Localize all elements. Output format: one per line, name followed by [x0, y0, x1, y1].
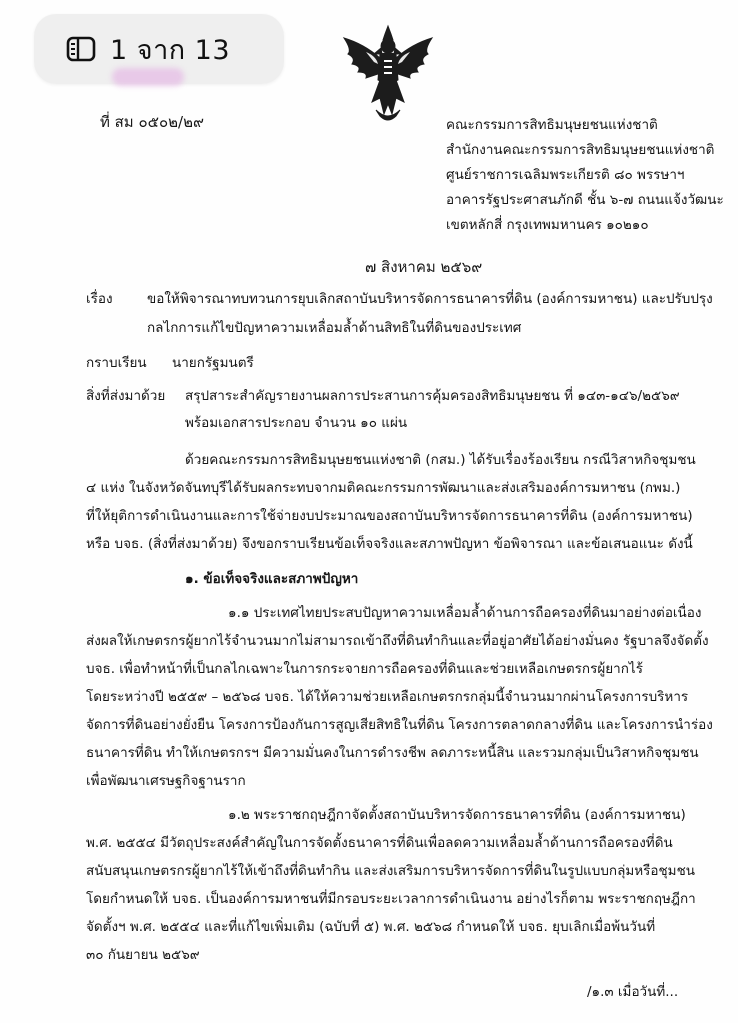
paragraph-line: บจธ. เพื่อทำหน้าที่เป็นกลไกเฉพาะในการกระจายการถือครองที่ดินและช่วยเหลือเกษตรกรผู้ยากไร้ [86, 661, 643, 677]
continuation-note: /๑.๓ เมื่อวันที่... [587, 984, 679, 1000]
address-line: อาคารรัฐประศาสนภักดี ชั้น ๖-๗ ถนนแจ้งวัฒนะ [446, 192, 724, 208]
paragraph-line: ๓๐ กันยายน ๒๕๖๙ [86, 947, 200, 963]
paragraph-line: สนับสนุนเกษตรกรผู้ยากไร้ให้เข้าถึงที่ดินทำกิน และส่งเสริมการบริหารจัดการที่ดินในรูปแบบกลุ่มหรือชุมชน [86, 863, 695, 879]
document-number: ที่ สม ๐๕๐๒/๒๙ [100, 113, 204, 131]
enclosure-label: สิ่งที่ส่งมาด้วย [86, 388, 166, 404]
paragraph-line: โดยกำหนดให้ บจธ. เป็นองค์การมหาชนที่มีกรอบระยะเวลาการดำเนินงาน อย่างไรก็ตาม พระราชกฤษฎีกา [86, 891, 696, 907]
sender-address [446, 113, 724, 238]
intro-line: ๔ แห่ง ในจังหวัดจันทบุรีได้รับผลกระทบจากมติคณะกรรมการพัฒนาและส่งเสริมองค์การมหาชน (กพม.) [86, 480, 681, 496]
subject-line: กลไกการแก้ไขปัญหาความเหลื่อมล้ำด้านสิทธิในที่ดินของประเทศ [147, 320, 522, 336]
paragraph-line: ๑.๑ ประเทศไทยประสบปัญหาความเหลื่อมล้ำด้านการถือครองที่ดินมาอย่างต่อเนื่อง [228, 605, 702, 621]
sidebar-pages-icon [66, 36, 96, 62]
salutation: นายกรัฐมนตรี [172, 355, 254, 371]
address-line: คณะกรรมการสิทธิมนุษยชนแห่งชาติ [446, 117, 658, 133]
paragraph-line: พ.ศ. ๒๕๕๔ มีวัตถุประสงค์สำคัญในการจัดตั้งธนาคารที่ดินเพื่อลดความเหลื่อมล้ำด้านการถือครองที่ดิน [86, 835, 673, 851]
paragraph-line: ส่งผลให้เกษตรกรผู้ยากไร้จำนวนมากไม่สามารถเข้าถึงที่ดินทำกินและที่อยู่อาศัยได้อย่างมั่นคง รัฐบาลจึงจัดตั้ง [86, 633, 709, 649]
garuda-emblem [336, 24, 440, 124]
enclosure-line: พร้อมเอกสารประกอบ จำนวน ๑๐ แผ่น [185, 415, 408, 431]
paragraph-line: ธนาคารที่ดิน ทำให้เกษตรกรฯ มีความมั่นคงในการดำรงชีพ ลดภาระหนี้สิน และรวมกลุ่มเป็นวิสาหกิจชุมชน [86, 745, 699, 761]
intro-line: ที่ให้ยุติการดำเนินงานและการใช้จ่ายงบประมาณของสถาบันบริหารจัดการธนาคารที่ดิน (องค์การมหาชน) [86, 508, 693, 524]
subject-line: ขอให้พิจารณาทบทวนการยุบเลิกสถาบันบริหารจัดการธนาคารที่ดิน (องค์การมหาชน) และปรับปรุง [147, 291, 713, 307]
paragraph-line: จัดการที่ดินอย่างยั่งยืน โครงการป้องกันการสูญเสียสิทธิในที่ดิน โครงการตลาดกลางที่ดิน และโครงการนำร่อง [86, 717, 713, 733]
salutation-label: กราบเรียน [86, 355, 147, 371]
paragraph-line: ๑.๒ พระราชกฤษฎีกาจัดตั้งสถาบันบริหารจัดการธนาคารที่ดิน (องค์การมหาชน) [228, 807, 686, 823]
address-line: เขตหลักสี่ กรุงเทพมหานคร ๑๐๒๑๐ [446, 217, 649, 233]
letter-date: ๗ สิงหาคม ๒๕๖๙ [365, 258, 483, 276]
intro-line: ด้วยคณะกรรมการสิทธิมนุษยชนแห่งชาติ (กสม.) ได้รับเรื่องร้องเรียน กรณีวิสาหกิจชุมชน [185, 452, 696, 468]
page-counter-text: 1 จาก 13 [110, 34, 231, 66]
enclosure-line: สรุปสาระสำคัญรายงานผลการประสานการคุ้มครองสิทธิมนุษยชน ที่ ๑๔๓-๑๔๖/๒๕๖๙ [185, 388, 680, 404]
address-line: สำนักงานคณะกรรมการสิทธิมนุษยชนแห่งชาติ [446, 142, 715, 158]
paragraph-line: จัดตั้งฯ พ.ศ. ๒๕๕๔ และที่แก้ไขเพิ่มเติม (ฉบับที่ ๕) พ.ศ. ๒๕๖๘ กำหนดให้ บจธ. ยุบเลิกเมื่อพ้นวันที่ [86, 919, 656, 935]
paragraph-line: โดยระหว่างปี ๒๕๕๙ – ๒๕๖๘ บจธ. ได้ให้ความช่วยเหลือเกษตรกรกลุ่มนี้จำนวนมากผ่านโครงการบริหาร [86, 689, 689, 705]
intro-line: หรือ บจธ. (สิ่งที่ส่งมาด้วย) จึงขอกราบเรียนข้อเท็จจริงและสภาพปัญหา ข้อพิจารณา และข้อเสนอแนะ ดังนี้ [86, 536, 693, 552]
subject-label: เรื่อง [86, 291, 113, 307]
highlight-smudge [112, 68, 184, 86]
paragraph-line: เพื่อพัฒนาเศรษฐกิจฐานราก [86, 773, 246, 789]
address-line: ศูนย์ราชการเฉลิมพระเกียรติ ๘๐ พรรษาฯ [446, 167, 685, 183]
section-heading: ๑. ข้อเท็จจริงและสภาพปัญหา [185, 571, 359, 587]
